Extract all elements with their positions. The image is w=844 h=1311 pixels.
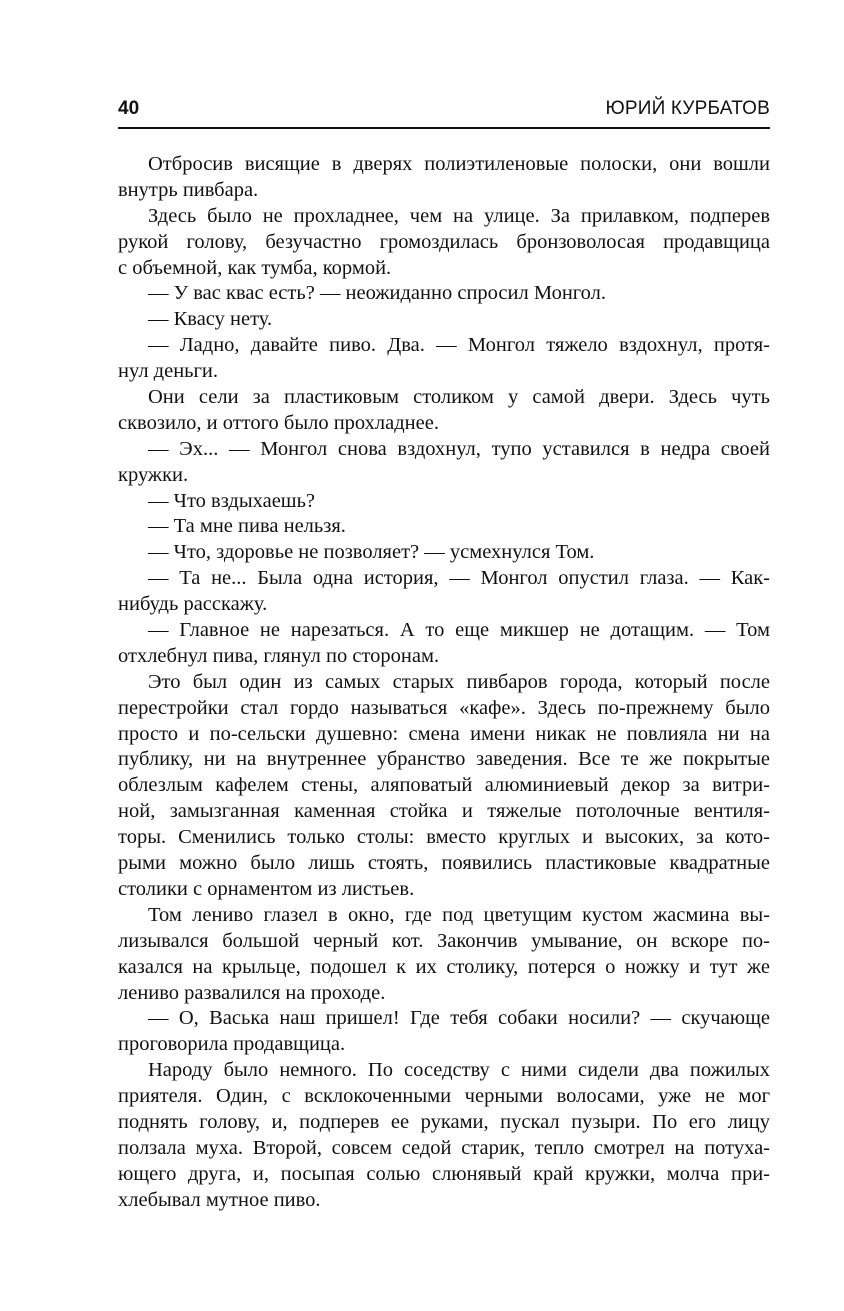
text-line: Это был один из самых старых пивбаров города, который после	[148, 670, 770, 693]
text-line: казался на крыльце, подошел к их столику, потерся о ножку и тут же	[118, 955, 770, 978]
text-line: публику, ни на внутреннее убранство заведения. Все те же покрытые	[118, 748, 770, 771]
text-line: нибудь расскажу.	[118, 593, 268, 616]
text-line: внутрь пивбара.	[118, 178, 259, 201]
body-text	[118, 152, 770, 1214]
text-line: Они сели за пластиковым столиком у самой двери. Здесь чуть	[148, 386, 770, 409]
text-line: лениво развалился на проходе.	[118, 981, 386, 1004]
text-line: — У вас квас есть? — неожиданно спросил Монгол.	[148, 282, 607, 305]
text-line: торы. Сменились только столы: вместо круглых и высоких, за кото-	[118, 826, 770, 849]
text-line: — Главное не нарезаться. А то еще микшер не дотащим. — Том	[148, 619, 770, 642]
text-line: рукой голову, безучастно громоздилась бронзоволосая продавщица	[118, 230, 770, 253]
running-head-author: ЮРИЙ КУРБАТОВ	[605, 98, 770, 119]
page-header	[118, 96, 770, 124]
text-line: хлебывал мутное пиво.	[118, 1188, 321, 1211]
text-line: нул деньги.	[118, 360, 219, 383]
text-line: кружки.	[118, 463, 189, 486]
text-line: — Что вздыхаешь?	[148, 489, 316, 512]
text-line: ползала муха. Второй, совсем седой старик, тепло смотрел на потуха-	[118, 1136, 770, 1159]
text-line: облезлым кафелем стены, аляповатый алюминиевый декор за витри-	[118, 774, 770, 797]
text-line: поднять голову, и, подперев ее руками, пускал пузыри. По его лицу	[118, 1110, 770, 1133]
text-line: Отбросив висящие в дверях полиэтиленовые полоски, они вошли	[148, 153, 770, 175]
text-line: — Та не... Была одна история, — Монгол опустил глаза. — Как-	[148, 567, 770, 590]
text-line: Здесь было не прохладнее, чем на улице. За прилавком, подперев	[148, 204, 770, 227]
text-line: отхлебнул пива, глянул по сторонам.	[118, 644, 440, 667]
text-line: ющего друга, и, посыпая солью слюнявый край кружки, молча при-	[118, 1162, 770, 1185]
text-line: — Та мне пива нельзя.	[148, 515, 346, 538]
text-line: сквозило, и оттого было прохладнее.	[118, 411, 439, 434]
text-line: столики с орнаментом из листьев.	[118, 877, 415, 900]
text-line: ной, замызганная каменная стойка и тяжелые потолочные вентиля-	[118, 800, 770, 823]
text-line: лизывался большой черный кот. Закончив умывание, он вскоре по-	[118, 929, 770, 952]
text-line: приятеля. Один, с всклокоченными черными волосами, уже не мог	[118, 1085, 770, 1108]
header-rule	[118, 127, 770, 129]
text-line: просто и по-сельски душевно: смена имени никак не повлияла ни на	[118, 722, 770, 745]
text-line: — Квасу нету.	[148, 308, 273, 331]
text-line: проговорила продавщица.	[118, 1033, 346, 1056]
page-number: 40	[118, 98, 140, 119]
text-line: — Что, здоровье не позволяет? — усмехнулся Том.	[148, 541, 595, 564]
text-line: Народу было немного. По соседству с ними сидели два пожилых	[148, 1059, 770, 1082]
text-line: Том лениво глазел в окно, где под цветущим кустом жасмина вы-	[148, 903, 770, 926]
text-line: с объемной, как тумба, кормой.	[118, 256, 392, 279]
text-line: — Ладно, давайте пиво. Два. — Монгол тяжело вздохнул, протя-	[148, 334, 770, 357]
text-line: — О, Васька наш пришел! Где тебя собаки носили? — скучающе	[148, 1007, 770, 1030]
text-line: перестройки стал гордо называться «кафе». Здесь по-прежнему было	[118, 696, 770, 719]
text-line: — Эх... — Монгол снова вздохнул, тупо уставился в недра своей	[148, 437, 770, 460]
text-line: рыми можно было лишь стоять, появились пластиковые квадратные	[118, 852, 770, 875]
